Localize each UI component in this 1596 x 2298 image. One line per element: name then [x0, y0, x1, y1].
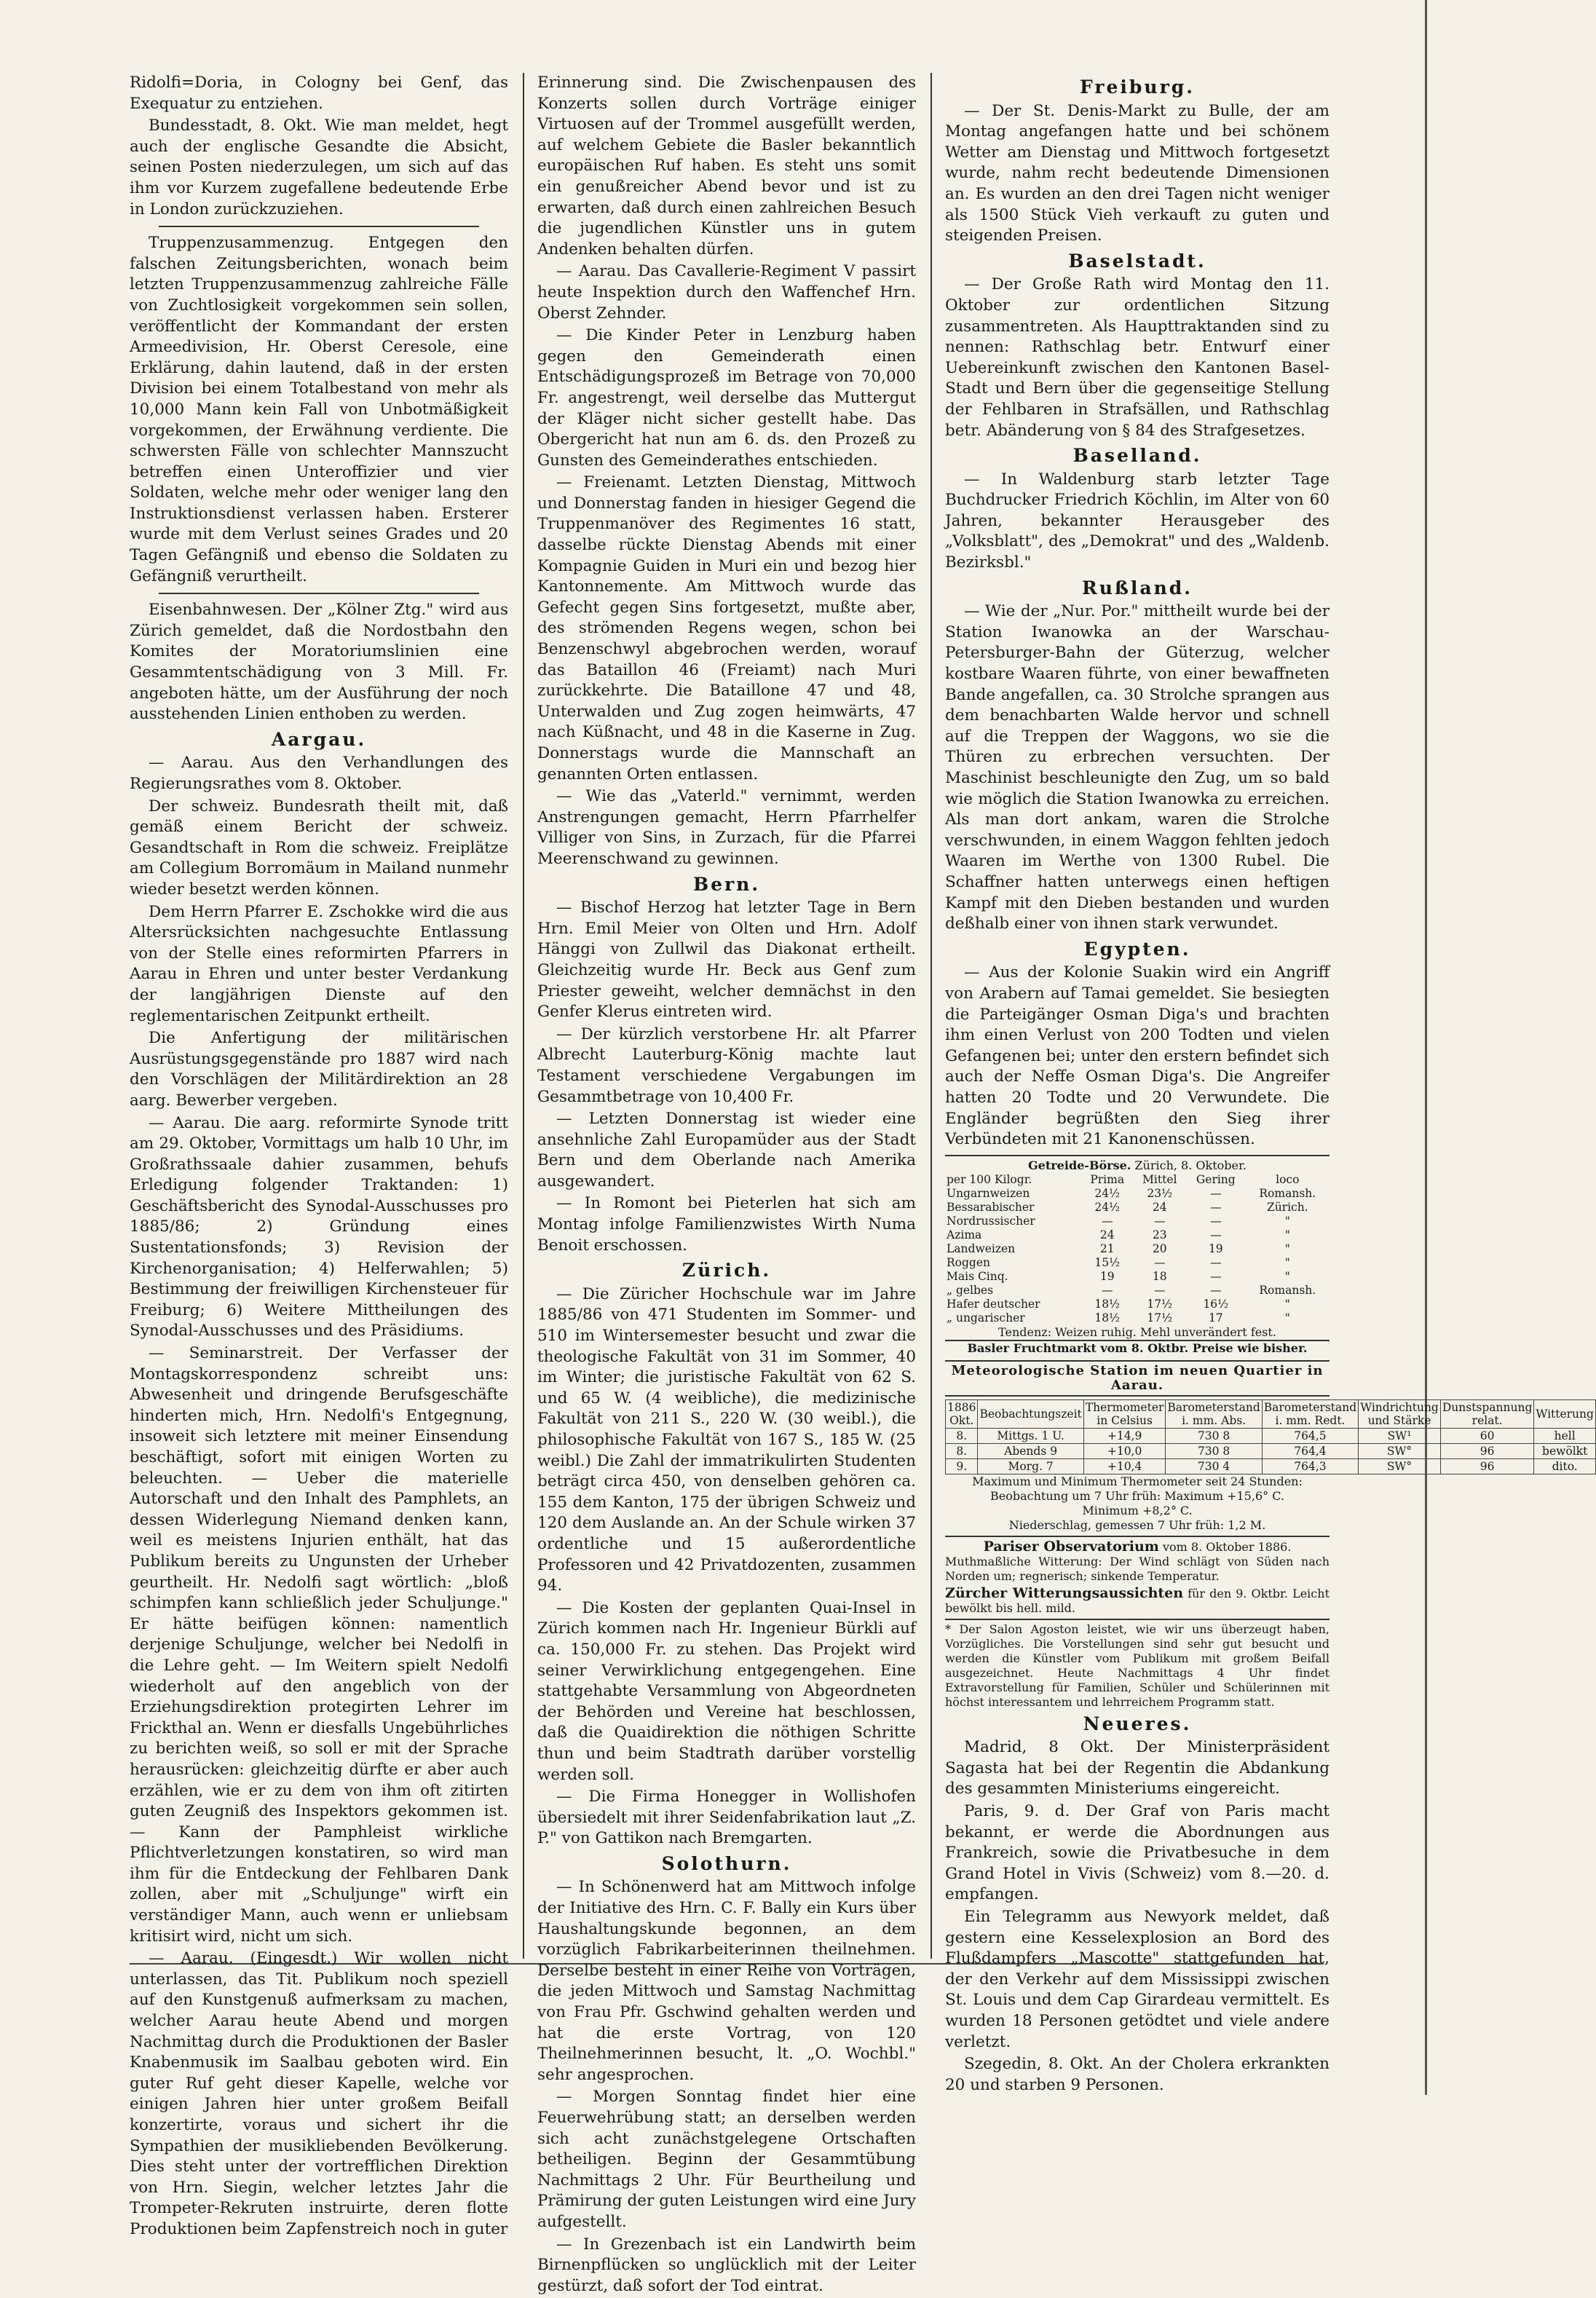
article-paragraph: — In Waldenburg starb letzter Tage Buchdrucker Friedrich Köchlin, im Alter von 60 Jahren, bekannter Herausgeber des „Volksblatt", des „Demokrat" und des „Waldenb. Bezirksbl." [945, 470, 1330, 572]
table-cell: 8. [946, 1428, 978, 1443]
section-heading-neueres: Neueres. [1083, 1713, 1192, 1734]
table-cell: 19 [1208, 1241, 1223, 1255]
weather-station-title: Meteorologische Station im neuen Quartier in Aarau. [945, 1360, 1330, 1397]
basel-fruit-market: Basler Fruchtmarkt vom 8. Oktbr. Preise wie bisher. [945, 1340, 1330, 1356]
table-header-cell: Barometerstand i. mm. Redt. [1262, 1399, 1358, 1428]
table-cell: 17½ [1147, 1297, 1173, 1311]
table-row [945, 1242, 1330, 1256]
table-row [946, 1428, 1596, 1443]
table-header-cell: Gering [1196, 1172, 1236, 1186]
table-cell: 764,5 [1262, 1428, 1358, 1443]
column-1 [130, 73, 508, 2242]
article-paragraph: — Die Kinder Peter in Lenzburg haben gegen den Gemeinderath einen Entschädigungsprozeß im Betrage von 70,000 Fr. angestrengt, weil derselbe das Muttergut der Kläger nicht sicher gestellt habe. Das Obergericht hat nun am 6. ds. den Prozeß zu Gunsten des Gemeinderathes entschieden. [537, 326, 916, 470]
article-paragraph: Ein Telegramm aus Newyork meldet, daß gestern eine Kesselexplosion an Bord des Flußdampfers „Mascotte" stattgefunden hat, der den Verkehr auf dem Mississippi zwischen St. Louis und dem Cap Girardeau vermittelt. Es wurden 18 Personen getödtet und viele andere verletzt. [945, 1908, 1330, 2051]
table-cell: — [1154, 1214, 1166, 1228]
table-cell: 764,4 [1262, 1443, 1358, 1458]
table-header-row [946, 1399, 1596, 1428]
weather-note: Maximum und Minimum Thermometer seit 24 Stunden: [972, 1474, 1303, 1488]
table-row [945, 1270, 1330, 1284]
grain-exchange-title: Getreide-Börse. [1028, 1158, 1131, 1172]
table-header-cell: Mittel [1142, 1172, 1177, 1186]
table-cell: — [1154, 1255, 1166, 1269]
table-header-cell: Thermometer in Celsius [1083, 1399, 1166, 1428]
paris-observatory [945, 1536, 1330, 1584]
table-cell: +10,0 [1083, 1443, 1166, 1458]
table-cell: — [1210, 1214, 1222, 1228]
table-cell: SW¹ [1359, 1428, 1441, 1443]
table-cell: 19 [1099, 1269, 1115, 1283]
table-cell: 24 [1152, 1200, 1167, 1214]
table-header-cell: Prima [1090, 1172, 1125, 1186]
weather-note: Minimum +8,2° C. [1082, 1503, 1193, 1517]
zurich-forecast [945, 1586, 1330, 1616]
table-cell: " [1284, 1297, 1290, 1311]
table-header-cell: Windrichtung und Stärke [1359, 1399, 1441, 1428]
table-header-cell: Dunstspannung relat. [1440, 1399, 1534, 1428]
table-cell: 24 [1099, 1228, 1115, 1241]
paris-observatory-text: Muthmaßliche Witterung: Der Wind schlägt von Süden nach Norden um; regnerisch; sinkende Temperatur. [945, 1554, 1330, 1583]
weather-table [945, 1399, 1596, 1474]
article-paragraph: — Wie der „Nur. Por." mittheilt wurde bei der Station Iwanowka an der Warschau-Petersburger-Bahn der Güterzug, welcher kostbare Waaren führte, von einer bewaffneten Bande angefallen, ca. 30 Strolche sprangen aus dem benachbarten Walde hervor und schnell auf die Treppen der Waggons, wo sie die Thüren zu erbrechen versuchten. Der Maschinist beschleunigte den Zug, um so bald wie möglich die Station Iwanowka zu erreichen. Als man dort ankam, waren die Strolche verschwunden, in einem Waggon fehlten jedoch Waaren im Werthe von 1300 Rubel. Die Schaffner hatten unterwegs einen heftigen Kampf mit den Dieben bestanden und wurden deßhalb einer von ihnen stark verwundet. [945, 602, 1330, 933]
article-paragraph: Die Anfertigung der militärischen Ausrüstungsgegenstände pro 1887 wird nach den Vorschlägen der Militärdirektion an 28 aarg. Bewerber vergeben. [130, 1029, 508, 1110]
article-paragraph: — Morgen Sonntag findet hier eine Feuerwehrübung statt; an derselben werden sich acht zunächstgelegene Ortschaften betheiligen. Beginn der Gesammtübung Nachmittags 2 Uhr. Für Beurtheilung und Prämirung der guten Leistungen wird eine Jury aufgestellt. [537, 2088, 916, 2231]
table-cell: " [1284, 1241, 1290, 1255]
table-cell: Bessarabischer [947, 1200, 1035, 1214]
table-cell: bewölkt [1534, 1443, 1596, 1458]
table-cell: 18½ [1094, 1311, 1121, 1324]
section-heading-egypten: Egypten. [1083, 938, 1191, 960]
table-cell: Zürich. [1266, 1200, 1308, 1214]
table-row [945, 1187, 1330, 1201]
table-cell: +10,4 [1083, 1458, 1166, 1474]
table-cell: hell [1534, 1428, 1596, 1443]
salon-notice: * Der Salon Agoston leistet, wie wir uns überzeugt haben, Vorzügliches. Die Vorstellungen sind sehr gut besucht und werden die Künstler vom Publikum mit großem Beifall ausgezeichnet. Heute Nachmittags 4 Uhr findet Extravorstellung für Familien, Schüler und Schülerinnen mit höchst interessantem und lehrreichem Programm statt. [945, 1619, 1330, 1710]
article-paragraph: — Seminarstreit. Der Verfasser der Montagskorrespondenz schreibt uns: Abwesenheit und dringende Berufsgeschäfte hinderten mich, Hrn. Nedolfi's Entgegnung, insoweit sich letztere mit meiner Einsendung beschäftigt, sofort mit einigen Worten zu beleuchten. — Ueber die materielle Autorschaft und den Inhalt des Pamphlets, an dessen Widerlegung Niemand denken kann, weil es meistens Injurien enthält, hat das Publikum bereits zu Ungunsten der Urheber geurtheilt. Hr. Nedolfi sagt wörtlich: „bloß schimpfen kann schließlich jeder Schuljunge." Er hätte beifügen können: namentlich derjenige Schuljunge, welcher bei Nedolfi in die Lehre geht. — Im Weitern spielt Nedolfi wiederholt auf den angeblich von der Erziehungsdirektion protegirten Lehrer im Frickthal an. Wenn er diesfalls Ungebührliches zu berichten weiß, so soll er mit der Sprache herausrücken: gleichzeitig dürfte er aber auch erzählen, wie er zu dem von ihm oft zitirten guten Zeugniß des Inspektors gekommen ist. — Kann der Pamphleist wirkliche Pflichtverletzungen konstatiren, so wird man ihm für die Entdeckung der Fehlbaren Dank zollen, aber mit „Schuljunge" wirft ein verständiger Mann, auch wenn er unliebsam kritisirt wird, nicht um sich. [130, 1344, 508, 1946]
table-cell: 96 [1440, 1443, 1534, 1458]
table-cell: — [1210, 1186, 1222, 1200]
table-cell: Mittgs. 1 U. [978, 1428, 1083, 1443]
article-paragraph: — Der kürzlich verstorbene Hr. alt Pfarrer Albrecht Lauterburg-König machte laut Testament verschiedene Vergabungen im Gesammtbetrage von 10,400 Fr. [537, 1024, 916, 1106]
section-heading-baselland: Baselland. [1072, 445, 1202, 467]
table-row [945, 1256, 1330, 1270]
section-heading-russland: Rußland. [1081, 577, 1193, 599]
table-cell: 9. [946, 1458, 978, 1474]
table-cell: " [1284, 1255, 1290, 1269]
article-paragraph: Erinnerung sind. Die Zwischenpausen des Konzerts sollen durch Vorträge einiger Virtuosen auf der Trommel ausgefüllt werden, auf welchem Gebiete die Basler bekanntlich europäischen Ruf haben. Es steht uns somit ein genußreicher Abend bevor und ist zu erwarten, daß durch einen zahlreichen Besuch die jugendlichen Künstler uns in gutem Andenken behalten dürfen. [537, 74, 916, 258]
table-cell: Roggen [947, 1255, 991, 1269]
article-paragraph: Eisenbahnwesen. Der „Kölner Ztg." wird aus Zürich gemeldet, daß die Nordostbahn den Komites der Moratoriumslinien eine Gesammtentschädigung von 3 Mill. Fr. angeboten hätte, um der Ausführung der noch ausstehenden Linien enthoben zu werden. [130, 601, 508, 724]
article-paragraph: — In Grezenbach ist ein Landwirth beim Birnenpflücken so unglücklich mit der Leiter gestürzt, daß sofort der Tod eintrat. [537, 2235, 916, 2295]
grain-tendency: Tendenz: Weizen ruhig. Mehl unverändert fest. [998, 1324, 1276, 1339]
table-row [945, 1311, 1330, 1325]
article-paragraph: — Die Firma Honegger in Wollishofen übersiedelt mit ihrer Seidenfabrikation laut „Z. P." von Gattikon nach Bremgarten. [537, 1788, 916, 1848]
table-cell: — [1210, 1283, 1222, 1297]
table-header-cell: loco [1276, 1172, 1300, 1186]
section-heading-freiburg: Freiburg. [1080, 76, 1195, 98]
table-cell: Abends 9 [978, 1443, 1083, 1458]
table-cell: Morg. 7 [978, 1458, 1083, 1474]
table-row [945, 1215, 1330, 1228]
table-row [945, 1284, 1330, 1298]
table-cell: 15½ [1094, 1255, 1121, 1269]
article-paragraph: — Bischof Herzog hat letzter Tage in Bern Hrn. Emil Meier von Olten und Hrn. Adolf Hänggi von Zullwil das Diakonat ertheilt. Gleichzeitig wurde Hr. Beck aus Genf zum Priester geweiht, welcher demnächst in den Genfer Klerus eintreten wird. [537, 899, 916, 1022]
table-cell: +14,9 [1083, 1428, 1166, 1443]
article-paragraph: Der schweiz. Bundesrath theilt mit, daß gemäß einem Bericht der schweiz. Gesandtschaft in Rom die schweiz. Freiplätze am Collegium Borromäum in Mailand nunmehr wieder besetzt werden können. [130, 797, 508, 899]
article-paragraph: — Letzten Donnerstag ist wieder eine ansehnliche Zahl Europamüder aus der Stadt Bern und dem Oberlande nach Amerika ausgewandert. [537, 1110, 916, 1191]
table-row [945, 1201, 1330, 1215]
table-cell: — [1210, 1269, 1222, 1283]
table-cell: " [1284, 1214, 1290, 1228]
column-2 [537, 73, 916, 2298]
column-rule [523, 73, 524, 1959]
article-paragraph: Bundesstadt, 8. Okt. Wie man meldet, hegt auch der englische Gesandte die Absicht, seinen Posten niederzulegen, um sich auf das ihm vor Kurzem zugefallene bedeutende Erbe in London zurückzuziehen. [130, 117, 508, 218]
table-row [945, 1228, 1330, 1242]
weather-note: Niederschlag, gemessen 7 Uhr früh: 1,2 M. [1008, 1517, 1266, 1532]
table-cell: " [1284, 1311, 1290, 1324]
table-cell: 23 [1152, 1228, 1167, 1241]
table-cell: 20 [1152, 1241, 1167, 1255]
table-cell: „ gelbes [947, 1283, 994, 1297]
article-paragraph: — Wie das „Vaterld." vernimmt, werden Anstrengungen gemacht, Herrn Pfarrhelfer Villiger von Sins, in Zurzach, für die Pfarrei Meerenschwand zu gewinnen. [537, 787, 916, 868]
grain-exchange-place: Zürich, 8. Oktober. [1134, 1158, 1247, 1172]
zurich-forecast-title: Zürcher Witterungsaussichten [945, 1584, 1184, 1601]
section-heading-solothurn: Solothurn. [661, 1852, 792, 1874]
article-paragraph: — Freienamt. Letzten Dienstag, Mittwoch und Donnerstag fanden in hiesiger Gegend die Truppenmanöver des Regimentes 16 statt, dasselbe rückte Dienstag Abends mit einer Kompagnie Guiden in Muri ein und bezog hier Kantonnemente. Am Mittwoch wurde das Gefecht gegen Sins fortgesetzt, mußte aber, des strömenden Regens wegen, schon bei Benzenschwyl abgebrochen werden, worauf das Bataillon 46 (Freiamt) nach Muri zurückkehrte. Die Bataillone 47 und 48, Unterwalden und Zug zogen heimwärts, 47 nach Küßnacht, und 48 in die Kaserne in Zug. Donnerstags wurde die Mannschaft an genannten Orten entlassen. [537, 473, 916, 783]
table-header-cell: Beobachtungszeit [978, 1399, 1083, 1428]
newspaper-page [124, 73, 1594, 2295]
table-cell: Romansh. [1259, 1186, 1316, 1200]
table-cell: 730 4 [1166, 1458, 1262, 1474]
table-cell: " [1284, 1228, 1290, 1241]
table-cell: Mais Cinq. [947, 1269, 1008, 1283]
table-row [946, 1443, 1596, 1458]
article-paragraph: — Der St. Denis-Markt zu Bulle, der am Montag angefangen hatte und bei schönem Wetter am Dienstag und Mittwoch fortgesetzt wurde, nahm recht bedeutende Dimensionen an. Es wurden an den drei Tagen nicht weniger als 1500 Stück Vieh verkauft zu guten und steigenden Preisen. [945, 101, 1330, 245]
table-cell: 60 [1440, 1428, 1534, 1443]
section-heading-aargau: Aargau. [271, 728, 367, 750]
article-paragraph: Madrid, 8 Okt. Der Ministerpräsident Sagasta hat bei der Regentin die Abdankung des gesammten Ministeriums eingereicht. [945, 1738, 1330, 1798]
table-cell: Romansh. [1259, 1283, 1316, 1297]
article-paragraph: — Aarau. (Eingesdt.) Wir wollen nicht unterlassen, das Tit. Publikum noch speziell auf den Kunstgenuß aufmerksam zu machen, welcher Aarau heute Abend und morgen Nachmittag durch die Produktionen der Basler Knabenmusik im Saalbau geboten wird. Ein guter Ruf geht dieser Kapelle, welche vor einigen Jahren hier unter großem Beifall konzertirte, voraus und sichert ihr die Sympathien der musikliebenden Bevölkerung. Dies steht unter der vortrefflichen Direktion von Hrn. Siegin, welcher letztes Jahr die Trompeter-Rekruten instruirte, deren flotte Produktionen beim Zapfenstreich noch in guter [130, 1949, 508, 2238]
table-cell: SW° [1359, 1458, 1441, 1474]
table-cell: Ungarnweizen [947, 1186, 1030, 1200]
article-paragraph: — In Schönenwerd hat am Mittwoch infolge der Initiative des Hrn. C. F. Bally ein Kurs über Haushaltungskunde begonnen, an dem vorzüglich Fabrikarbeiterinnen theilnehmen. Derselbe besteht in einer Reihe von Vorträgen, die jeden Mittwoch und Samstag Nachmittag von Frau Pfr. Gschwind gehalten werden und hat die erste Vortrag, von 120 Theilnehmerinnen besucht, lt. „O. Wochbl." sehr angesprochen. [537, 1878, 916, 2084]
article-paragraph: Truppenzusammenzug. Entgegen den falschen Zeitungsberichten, wonach beim letzten Truppenzusammenzug zahlreiche Fälle von Zuchtlosigkeit vorgekommen sein sollen, veröffentlicht der Kommandant der ersten Armeedivision, Hr. Oberst Ceresole, eine Erklärung, dahin lautend, daß in der ersten Division bei einem Totalbestand von mehr als 10,000 Mann kein Fall von Unbotmäßigkeit vorgekommen, der Erwähnung verdiente. Die schwersten Fälle von schlechter Mannszucht betreffen einen Unteroffizier und vier Soldaten, welche mehr oder weniger lang den Instruktionsdienst verlassen haben. Ersterer wurde mit dem Verlust seines Grades und 20 Tagen Gefängniß und ebenso die Soldaten zu Gefängniß verurtheilt. [130, 234, 508, 585]
article-paragraph: — Aus der Kolonie Suakin wird ein Angriff von Arabern auf Tamai gemeldet. Sie besiegten die Parteigänger Osman Diga's und brachten ihm einen Verlust von 200 Todten und vielen Gefangenen bei; unter den erstern befindet sich auch der Neffe Osman Diga's. Die Angreifer hatten 20 Todte und 20 Verwundete. Die Engländer begrüßten den Sieg ihrer Verbündeten mit 21 Kanonenschüssen. [945, 963, 1330, 1149]
table-row [945, 1298, 1330, 1311]
grain-table [945, 1173, 1330, 1325]
table-cell: Hafer deutscher [947, 1297, 1040, 1311]
column-3 [945, 73, 1594, 2097]
article-paragraph: Szegedin, 8. Okt. An der Cholera erkrankten 20 und starben 9 Personen. [945, 2055, 1330, 2094]
table-cell: Landweizen [947, 1241, 1016, 1255]
table-cell: 730 8 [1166, 1428, 1262, 1443]
divider [159, 226, 479, 227]
table-header-cell: per 100 Kilogr. [947, 1172, 1032, 1186]
table-header-row [945, 1173, 1330, 1187]
table-cell: Nordrussischer [947, 1214, 1035, 1228]
article-paragraph: — Aarau. Das Cavallerie-Regiment V passirt heute Inspektion durch den Waffenchef Hrn. Oberst Zehnder. [537, 262, 916, 323]
page-edge [1425, 0, 1427, 2095]
table-cell: " [1284, 1269, 1290, 1283]
table-cell: Azima [947, 1228, 982, 1241]
table-cell: SW° [1359, 1443, 1441, 1458]
article-paragraph: — In Romont bei Pieterlen hat sich am Montag infolge Familienzwistes Wirth Numa Benoit erschossen. [537, 1194, 916, 1255]
article-paragraph: Paris, 9. d. Der Graf von Paris macht bekannt, er werde die Abordnungen aus Frankreich, sowie die Privatbesuche in dem Grand Hotel in Vivis (Schweiz) vom 8.—20. d. empfangen. [945, 1802, 1330, 1904]
table-cell: 17½ [1147, 1311, 1173, 1324]
table-cell: — [1210, 1228, 1222, 1241]
table-header-cell: Witterung [1534, 1399, 1596, 1428]
table-cell: 18 [1152, 1269, 1167, 1283]
table-cell: 23½ [1147, 1186, 1173, 1200]
table-cell: — [1154, 1283, 1166, 1297]
article-paragraph: Dem Herrn Pfarrer E. Zschokke wird die aus Altersrücksichten nachgesuchte Entlassung von der Stelle eines reformirten Pfarrers in Aarau in Ehren und unter bester Verdankung der langjährigen Dienste auf den reglementarischen Zeitpunkt ertheilt. [130, 902, 508, 1025]
table-cell: 18½ [1094, 1297, 1121, 1311]
table-cell: 730 8 [1166, 1443, 1262, 1458]
section-heading-bern: Bern. [692, 873, 761, 895]
table-cell: dito. [1534, 1458, 1596, 1474]
table-header-cell: 1886 Okt. [946, 1399, 978, 1428]
table-cell: 764,3 [1262, 1458, 1358, 1474]
table-cell: 24½ [1094, 1186, 1121, 1200]
section-heading-zuerich: Zürich. [682, 1260, 772, 1282]
table-cell: 21 [1099, 1241, 1115, 1255]
paris-observatory-title: Pariser Observatorium [983, 1538, 1159, 1555]
column-rule [931, 73, 932, 1959]
table-cell: 17 [1208, 1311, 1223, 1324]
table-cell: 96 [1440, 1458, 1534, 1474]
weather-note: Beobachtung um 7 Uhr früh: Maximum +15,6° C. [990, 1488, 1284, 1503]
grain-exchange [945, 1155, 1330, 1356]
table-cell: — [1101, 1214, 1113, 1228]
table-cell: „ ungarischer [947, 1311, 1025, 1324]
table-cell: — [1210, 1200, 1222, 1214]
section-heading-baselstadt: Baselstadt. [1068, 250, 1206, 272]
table-cell: 8. [946, 1443, 978, 1458]
article-paragraph: — Aarau. Aus den Verhandlungen des Regierungsrathes vom 8. Oktober. [130, 754, 508, 793]
article-paragraph: — Aarau. Die aarg. reformirte Synode tritt am 29. Oktober, Vormittags um halb 10 Uhr, im Großrathssaale dahier zusammen, behufs Erledigung folgender Traktanden: 1) Geschäftsbericht des Synodal-Ausschusses pro 1885/86; 2) Gründung eines Sustentationsfonds; 3) Revision der Kirchenorganisation; 4) Helferwahlen; 5) Bestimmung der freiwilligen Kirchensteuer für Freiburg; 6) Weitere Mittheilungen des Synodal-Ausschusses und des Präsidiums. [130, 1113, 508, 1340]
weather-station [945, 1360, 1594, 1533]
divider [159, 593, 479, 594]
paris-observatory-date: vom 8. Oktober 1886. [1163, 1539, 1292, 1554]
table-row [946, 1458, 1596, 1474]
zurich-forecast-text: für den 9. Oktbr. Leicht bewölkt bis hell. mild. [945, 1586, 1330, 1615]
table-cell: — [1210, 1255, 1222, 1269]
article-paragraph: — Die Züricher Hochschule war im Jahre 1885/86 von 471 Studenten im Sommer- und 510 im Wintersemester besucht und zwar die theologische Fakultät von 31 im Sommer, 40 im Winter; die juristische Fakultät von 62 S. und 65 W. (4 weibliche), die medizinische Fakultät von 211 S., 220 W. (30 weibl.), die philosophische Fakultät von 167 S., 185 W. (25 weibl.) Die Zahl der immatrikulirten Studenten beträgt circa 450, von denselben gehören ca. 155 dem Kanton, 175 der übrigen Schweiz und 120 dem Auslande an. An der Schule wirken 37 ordentliche und 15 außerordentliche Professoren und 42 Privatdozenten, zusammen 94. [537, 1284, 916, 1595]
article-paragraph: — Der Große Rath wird Montag den 11. Oktober zur ordentlichen Sitzung zusammentreten. Als Haupttraktanden sind zu nennen: Rathschlag betr. Entwurf einer Uebereinkunft zwischen den Kantonen Basel-Stadt und Bern über die gegenseitige Stellung der Fehlbaren in Strafsällen, und Rathschlag betr. Abänderung von § 84 des Strafgesetzes. [945, 275, 1330, 440]
table-header-cell: Barometerstand i. mm. Abs. [1166, 1399, 1262, 1428]
table-cell: 16½ [1203, 1297, 1229, 1311]
article-paragraph: — Die Kosten der geplanten Quai-Insel in Zürich kommen nach Hr. Ingenieur Bürkli auf ca. 150,000 Fr. zu stehen. Das Projekt wird seiner Verwirklichung entgegengehen. Eine stattgehabte Versammlung von Abgeordneten der Behörden und Vereine hat beschlossen, daß die Quaidirektion die nöthigen Schritte thun und beim Stadtrath darüber vorstellig werden soll. [537, 1598, 916, 1784]
table-cell: — [1101, 1283, 1113, 1297]
table-cell: 24½ [1094, 1200, 1121, 1214]
article-paragraph: Ridolfi=Doria, in Cologny bei Genf, das Exequatur zu entziehen. [130, 74, 508, 113]
